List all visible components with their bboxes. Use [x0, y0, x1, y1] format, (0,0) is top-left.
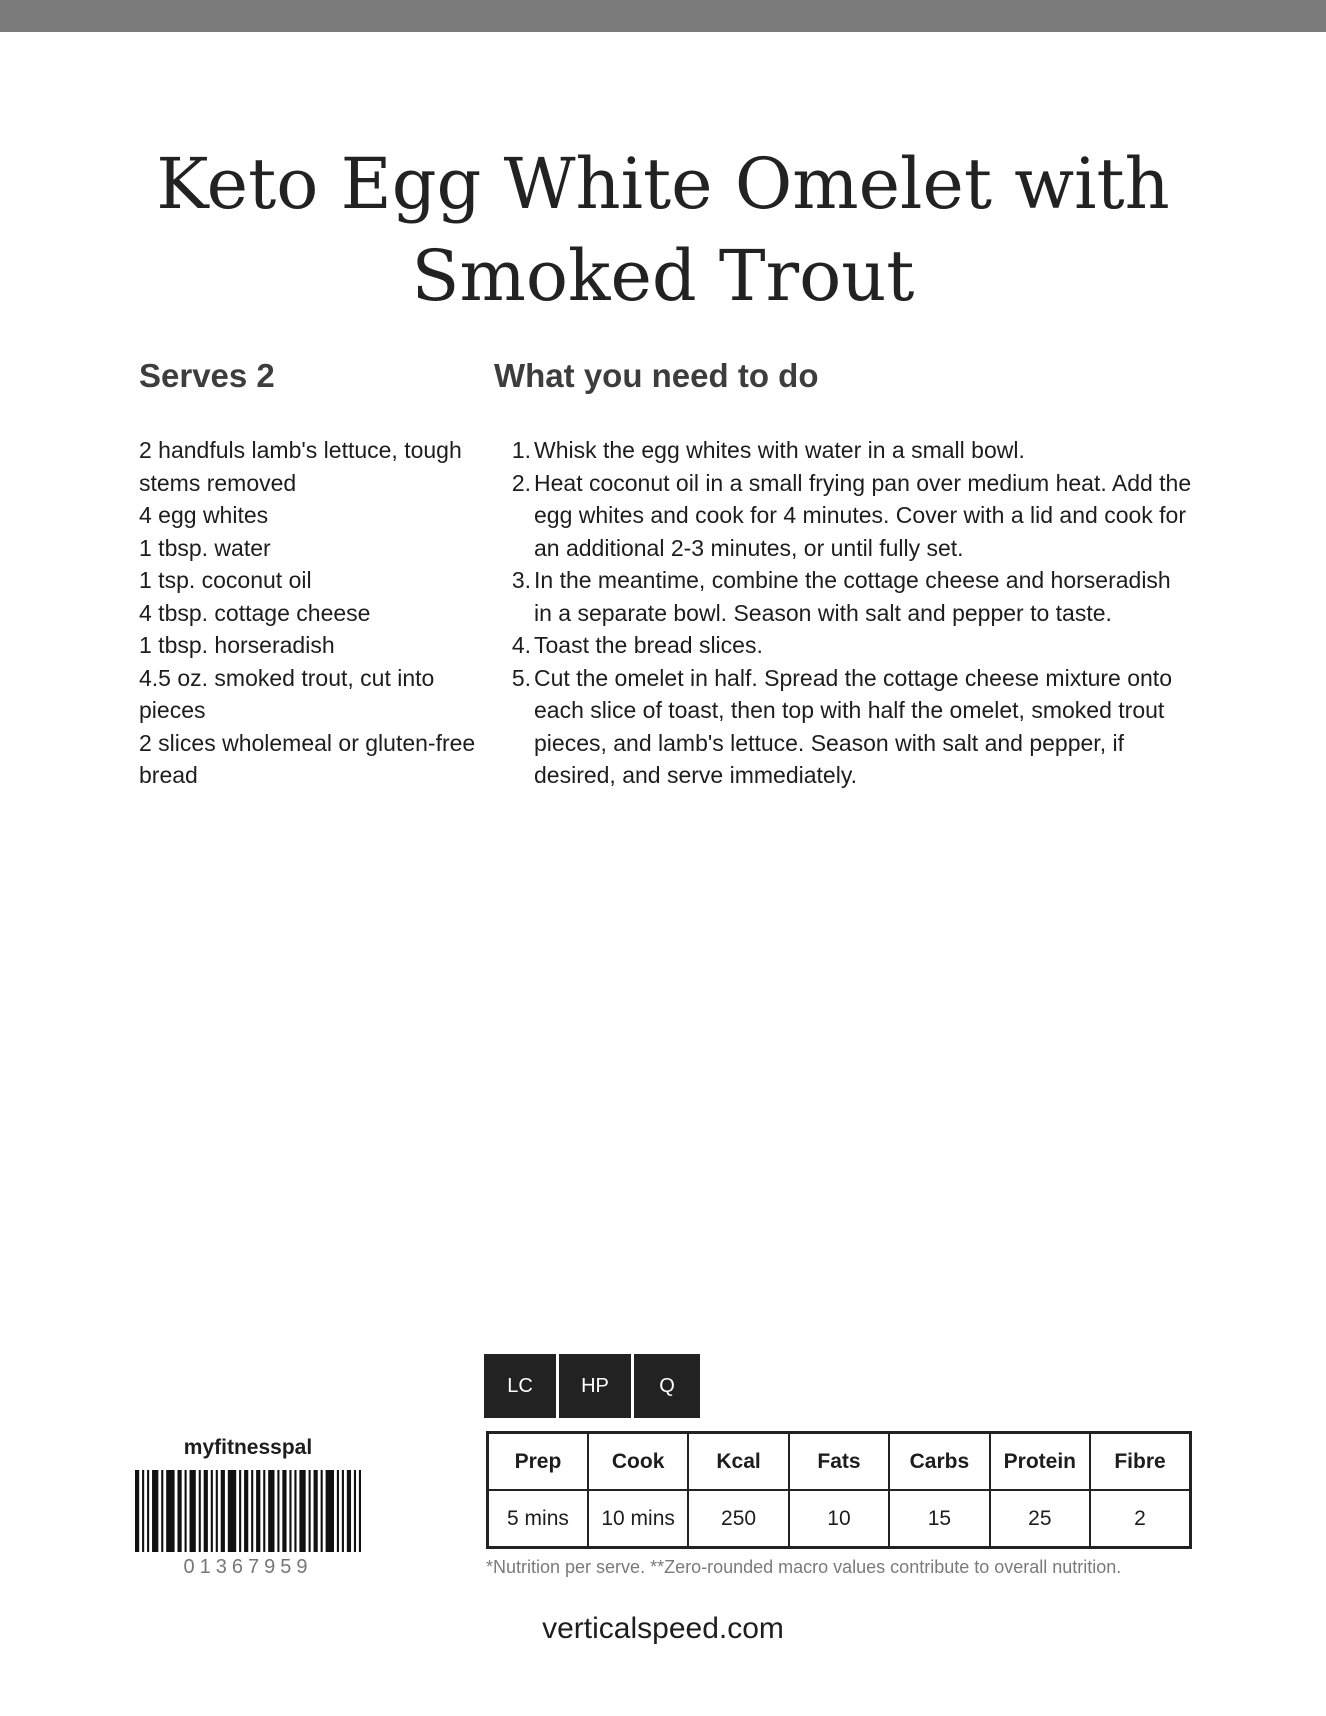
- tag-low-carb: LC: [484, 1354, 556, 1418]
- nutrition-value: 2: [1090, 1490, 1190, 1548]
- website-url: verticalspeed.com: [542, 1612, 784, 1645]
- step-text: Cut the omelet in half. Spread the cottage cheese mixture onto each slice of toast, then top with half the omelet, smoked trout pieces, and lamb's lettuce. Season with salt and pepper, if desired, and serve immediately.: [534, 664, 1172, 788]
- nutrition-footnote: *Nutrition per serve. **Zero-rounded macro values contribute to overall nutrition.: [486, 1557, 1122, 1577]
- ingredient-item: 1 tbsp. water: [139, 534, 271, 561]
- barcode-bar: [216, 1470, 218, 1552]
- barcode-bar: [337, 1470, 339, 1552]
- barcode-bar: [142, 1470, 144, 1552]
- nutrition-header: Fibre: [1090, 1433, 1190, 1491]
- step-text: Heat coconut oil in a small frying pan over medium heat. Add the egg whites and cook for 4 minutes. Cover with a lid and cook for an additional 2-3 minutes, or until fully set.: [534, 469, 1192, 561]
- barcode-bar: [221, 1470, 225, 1552]
- barcode-bar: [268, 1470, 274, 1552]
- nutrition-value: 5 mins: [488, 1490, 588, 1548]
- nutrition-header: Carbs: [889, 1433, 989, 1491]
- method-steps: [494, 434, 1194, 792]
- nutrition-value-row: [488, 1490, 1191, 1548]
- step-text: In the meantime, combine the cottage cheese and horseradish in a separate bowl. Season with salt and pepper to taste.: [534, 567, 1171, 626]
- diet-tags: [484, 1354, 703, 1418]
- barcode-bar: [299, 1470, 305, 1552]
- step-text: Toast the bread slices.: [534, 632, 763, 658]
- nutrition-value: 10 mins: [588, 1490, 688, 1548]
- barcode-bar: [135, 1470, 139, 1552]
- barcode-brand: myfitnesspal: [183, 1436, 313, 1459]
- barcode-bar: [263, 1470, 265, 1552]
- tag-high-protein: HP: [559, 1354, 631, 1418]
- method-step: [494, 662, 1194, 792]
- barcode-bar: [147, 1470, 149, 1552]
- ingredient-item: 4 egg whites: [139, 502, 269, 528]
- barcode-bar: [190, 1470, 196, 1552]
- barcode-bar: [342, 1470, 344, 1552]
- ingredient-item: 4.5 oz. smoked trout, cut into pieces: [139, 664, 435, 723]
- nutrition-value: 25: [990, 1490, 1090, 1548]
- nutrition-header: Fats: [789, 1433, 889, 1491]
- nutrition-header: Cook: [588, 1433, 688, 1491]
- nutrition-header: Protein: [990, 1433, 1090, 1491]
- ingredient-item: 4 tbsp. cottage cheese: [139, 599, 371, 626]
- barcode-bar: [211, 1470, 213, 1552]
- step-number: 5.: [511, 664, 531, 691]
- ingredient-item: 1 tbsp. horseradish: [139, 632, 335, 658]
- ingredient-item: 2 slices wholemeal or gluten-free bread: [139, 729, 476, 788]
- nutrition-value: 15: [889, 1490, 989, 1548]
- ingredient-list: [139, 434, 484, 792]
- barcode-bar: [282, 1470, 286, 1552]
- ingredient-item: 1 tsp. coconut oil: [139, 567, 312, 593]
- recipe-title: Keto Egg White Omelet with Smoked Trout: [156, 143, 1170, 317]
- nutrition-header: Kcal: [688, 1433, 788, 1491]
- barcode-bar: [177, 1470, 181, 1552]
- method-step: [494, 434, 1194, 467]
- step-number: 3.: [511, 567, 531, 593]
- barcode-bar: [161, 1470, 163, 1552]
- barcode-bar: [359, 1470, 361, 1552]
- method-step: [494, 467, 1194, 565]
- barcode-bar: [354, 1470, 356, 1552]
- barcode-bar: [294, 1470, 296, 1552]
- barcode-bar: [244, 1470, 248, 1552]
- step-number: 1.: [511, 437, 531, 463]
- nutrition-header: Prep: [488, 1433, 588, 1491]
- barcode-bar: [314, 1470, 318, 1552]
- top-bar: [0, 0, 1326, 32]
- barcode-bar: [199, 1470, 201, 1552]
- barcode-bar: [289, 1470, 291, 1552]
- nutrition-value: 10: [789, 1490, 889, 1548]
- step-number: 4.: [511, 632, 531, 658]
- barcode-bar: [166, 1470, 174, 1552]
- barcode-bar: [326, 1470, 334, 1552]
- ingredient-item: 2 handfuls lamb's lettuce, tough stems removed: [139, 437, 462, 496]
- barcode-bar: [256, 1470, 260, 1552]
- serves-heading: Serves 2: [139, 357, 275, 394]
- step-number: 2.: [511, 469, 531, 496]
- tag-quick: Q: [634, 1354, 700, 1418]
- barcode-bar: [309, 1470, 311, 1552]
- barcode-bar: [251, 1470, 253, 1552]
- barcode-bar: [277, 1470, 279, 1552]
- barcode-bar: [185, 1470, 187, 1552]
- barcode-bar: [239, 1470, 241, 1552]
- barcode-bar: [152, 1470, 158, 1552]
- barcode-bar: [204, 1470, 208, 1552]
- method-step: [494, 564, 1194, 629]
- nutrition-header-row: [488, 1433, 1191, 1491]
- barcode-graphic: [132, 1470, 364, 1552]
- barcode-bar: [347, 1470, 351, 1552]
- step-text: Whisk the egg whites with water in a small bowl.: [534, 437, 1025, 463]
- method-heading: What you need to do: [494, 357, 819, 394]
- nutrition-table: [486, 1431, 1192, 1549]
- method-step: [494, 629, 1194, 662]
- barcode-bar: [228, 1470, 236, 1552]
- nutrition-value: 250: [688, 1490, 788, 1548]
- barcode-bar: [321, 1470, 323, 1552]
- barcode-number: 01367959: [183, 1556, 313, 1578]
